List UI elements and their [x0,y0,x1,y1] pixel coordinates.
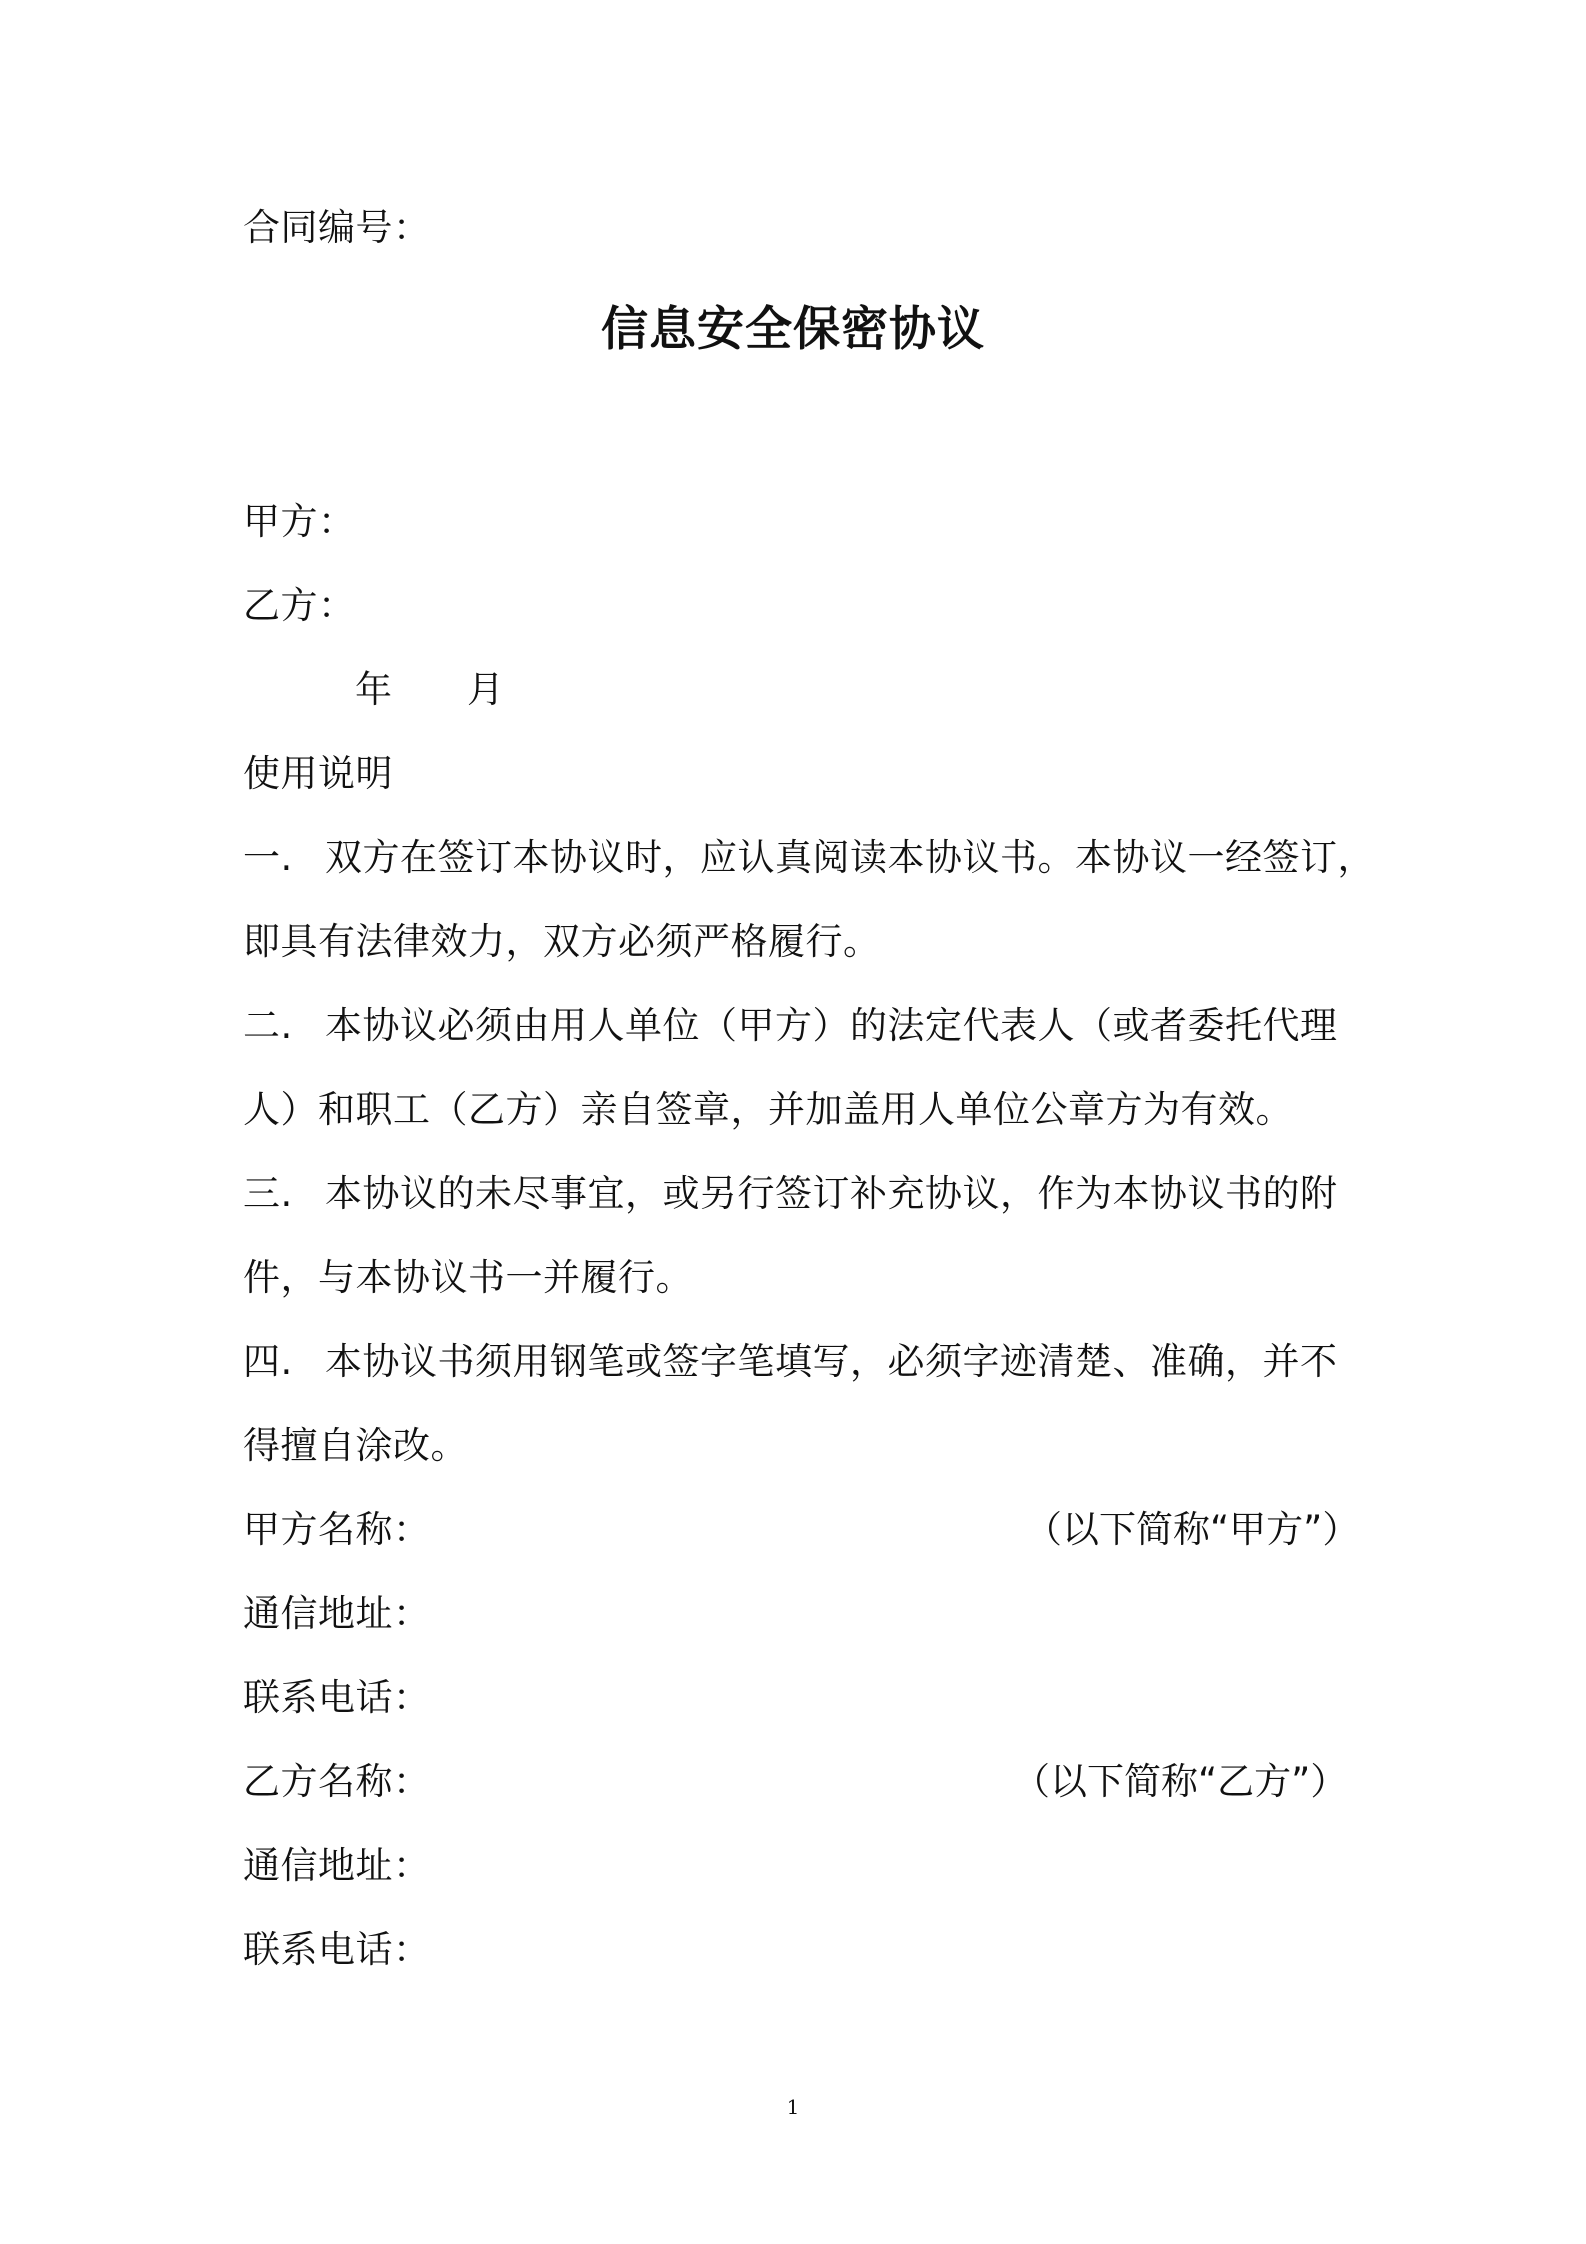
party-b-name-label: 乙方名称： [243,1760,431,1803]
page-number: 1 [786,2095,800,2119]
instruction-item-4-line-2: 得擅自涂改。 [243,1424,468,1467]
instruction-item-4-line-1 [243,1340,1338,1384]
date-year-label: 年 [355,668,393,711]
party-b-address-label: 通信地址： [243,1844,431,1887]
instruction-number: 四. [243,1340,293,1383]
date-month-label: 月 [467,668,505,711]
instruction-number: 一. [243,836,293,879]
party-a-label: 甲方： [243,500,356,543]
party-a-phone-label: 联系电话： [243,1676,431,1719]
party-b-label: 乙方： [243,584,356,627]
instruction-number: 二. [243,1004,293,1047]
instruction-text: 双方在签订本协议时，应认真阅读本协议书。本协议一经签订， [325,836,1375,879]
instruction-item-2-line-2: 人）和职工（乙方）亲自签章，并加盖用人单位公章方为有效。 [243,1088,1293,1131]
party-a-address-label: 通信地址： [243,1592,431,1635]
document-title: 信息安全保密协议 [601,302,985,357]
contract-number-label: 合同编号： [243,206,431,249]
instruction-item-2-line-1 [243,1004,1338,1048]
instruction-item-1-line-1 [243,836,1375,880]
instruction-text: 本协议的未尽事宜，或另行签订补充协议，作为本协议书的附 [325,1172,1338,1215]
instruction-item-3-line-1 [243,1172,1338,1216]
party-a-alias-note: （以下简称“甲方”） [1025,1508,1360,1551]
party-b-phone-label: 联系电话： [243,1928,431,1971]
instructions-heading: 使用说明 [243,752,393,795]
instruction-number: 三. [243,1172,293,1215]
instruction-item-1-line-2: 即具有法律效力，双方必须严格履行。 [243,920,881,963]
instruction-text: 本协议书须用钢笔或签字笔填写，必须字迹清楚、准确，并不 [325,1340,1338,1383]
instruction-text: 本协议必须由用人单位（甲方）的法定代表人（或者委托代理 [325,1004,1338,1047]
party-a-name-label: 甲方名称： [243,1508,431,1551]
party-b-alias-note: （以下简称“乙方”） [1013,1760,1348,1803]
instruction-item-3-line-2: 件，与本协议书一并履行。 [243,1256,693,1299]
